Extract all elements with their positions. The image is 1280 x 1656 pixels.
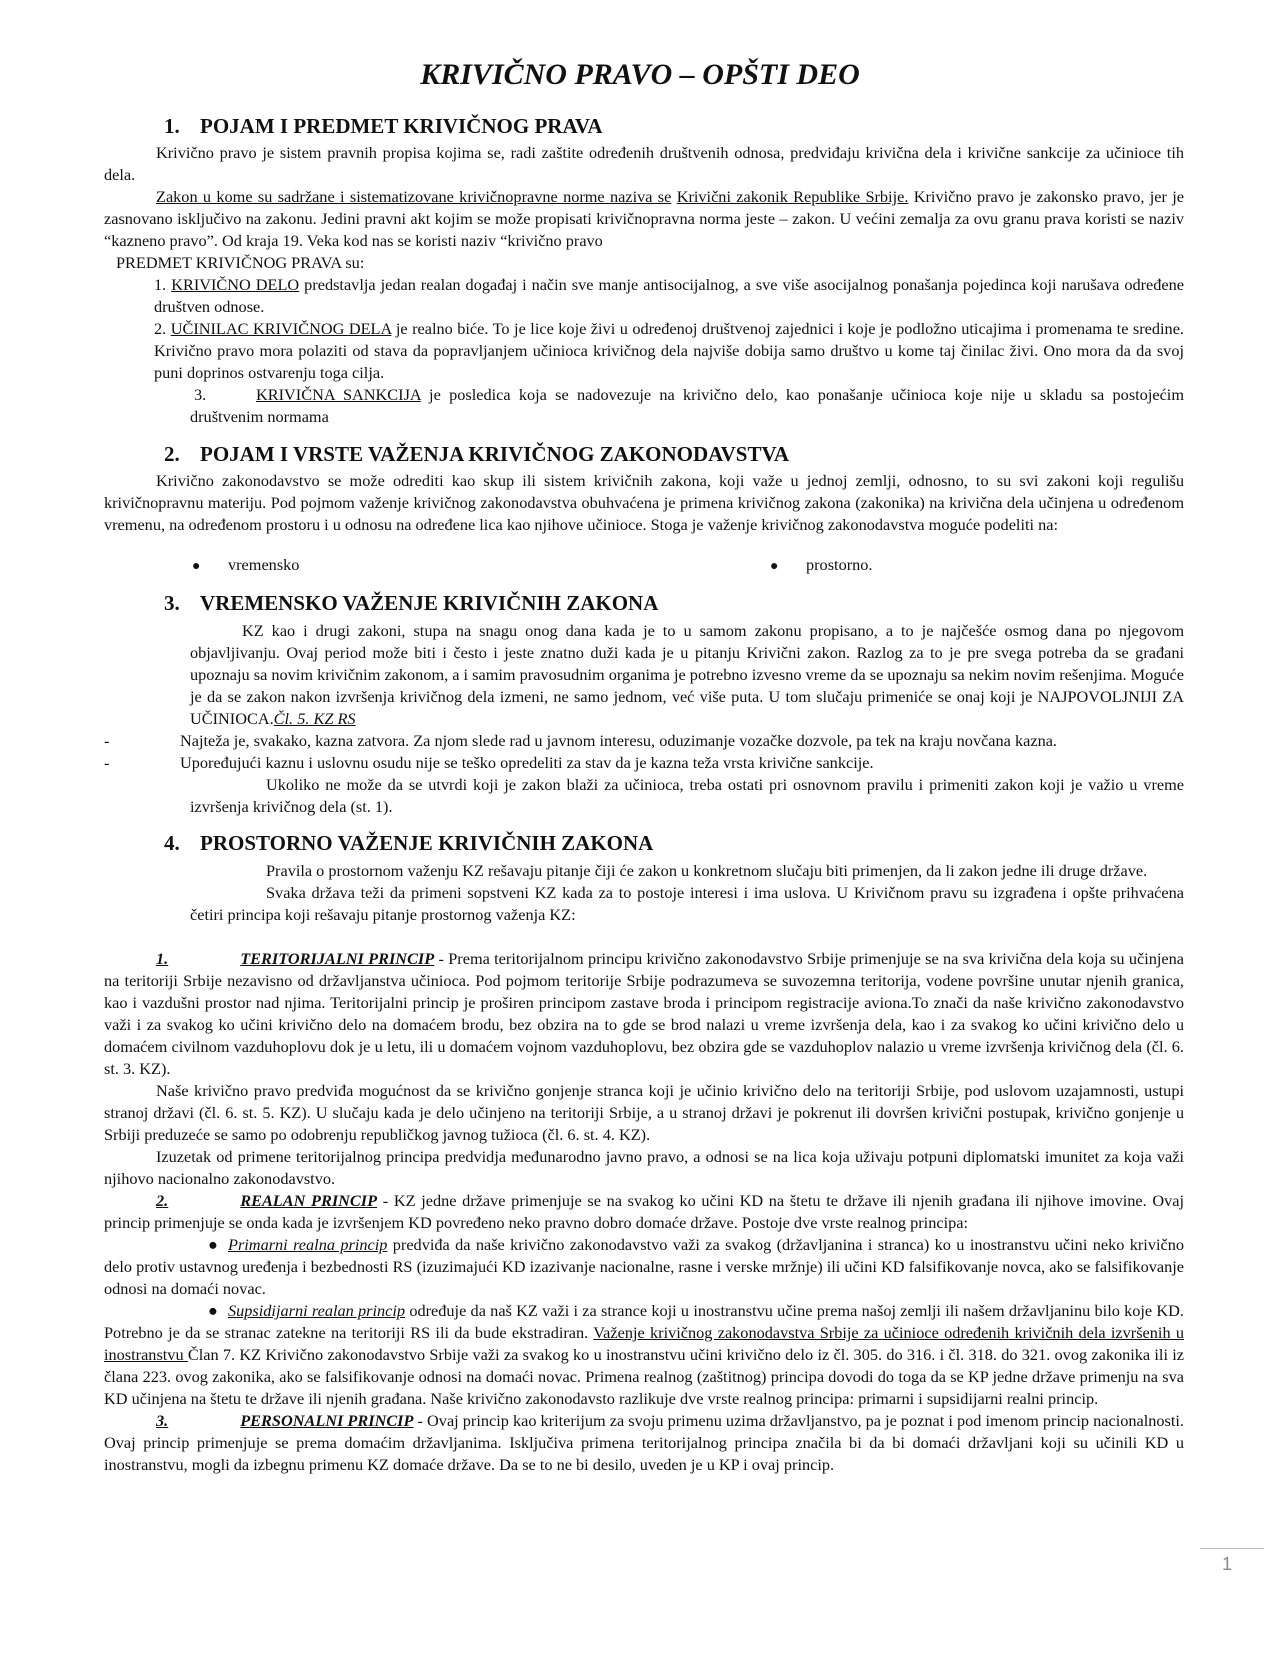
section-4-principles: 1. TERITORIJALNI PRINCIP - Prema teritorijalnom principu krivično zakonodavstvo Srbije primenjuje se na sva krivična dela koja su učinjena na teritoriji Srbije nezavisno od državljanstva učinioca. Pod pojmom teritorije Srbije podrazumeva se suvozemna teritorija, vodene površine unutar njenih granica, kao i vazdušni prostor nad njima. Teritorijalni princip je proširen principom zastave broda i principom registracije aviona.To znači da naše krivično zakonodavstvo važi i za svakog ko učini krivično delo na domaćem brodu, bez obzira na to gde se brod nalazi u vreme izvršenja dela, kao i za svakog ko učini krivično delo u domaćem civilnom vazduhoplovu dok je u letu, ili u domaćem vojnom vazduhoplovu, bez obzira gde se vazduhoplov nalazio u vreme izvršenja krivičnog dela (čl. 6. st. 3. KZ). Naše krivično pravo predviđa mogućnost da se krivično gonjenje stranca koji je učinio krivično delo na teritoriji Srbije, pod uslovom uzajamnosti, ustupi stranoj državi (čl. 6. st. 5. KZ). U slučaju kada je delo učinjeno na teritoriji Srbije, a u stranoj državi je pokrenut ili dovršen krivični postupak, krivično gonjenje u Srbiji preduzeće se samo po odobrenju republičkog javnog tužioca (čl. 6. st. 4. KZ). Izuzetak od primene teritorijalnog principa predvidja međunarodno javno pravo, a odnosi se na lica koja uživaju potpuni diplomatski imunitet za koja važi njihovo nacionalno zakonodavstvo. 2. REALAN PRINCIP - KZ jedne države primenjuje se na svakog ko učini KD na štetu te države ili njenih građana ili njihove imovine. Ovaj princip primenjuje se onda kada je izvršenjem KD povređeno neko pravno dobro domaće države. Postoje dve vrste realnog principa: ● Primarni realna princip predviđa da naše krivično zakonodavstvo važi za svakog (državljanina i stranca) ko u inostranstvu učini neko krivično delo protiv ustavnog uređenja i bezbednosti RS (izuzimajući KD izazivanje nacionalne, rasne i verske mržnje) ili učini KD falsifikovanje novca, ako se falsifikovanje odnosi na domaći novac. ● Supsidijarni realan princip određuje da naš KZ važi i za strance koji u inostranstvu učine prema našoj zemlji ili našem državljaninu bilo koje KD. Potrebno je da se stranac zatekne na teritoriji RS ili da bude ekstradiran. Važenje krivičnog zakonodavstva Srbije za učinioce određenih krivičnih dela izvršenih u inostranstvu Član 7. KZ Krivično zakonodavstvo Srbije važi za svakog ko u inostranstvu učini krivično delo iz čl. 305. do 316. i čl. 318. do 321. ovog zakonika ili iz člana 223. ovog zakonika, ako se falsifikovanje odnosi na domaći novac. Primena realnog (zaštitnog) principa dovodi do toga da se KP jedne države primenju na sva KD učinjena na štetu te države ili njenih građana. Naše krivično zakonodavsto razlikuje dve vrste realnog principa: primarni i supsidijarni realni princip. 3. PERSONALNI PRINCIP - Ovaj princip kao kriterijum za svoju primenu uzima državljanstvo, pa je poznat i pod imenom princip nacionalnosti. Ovaj princip primenjuje se prema domaćim državljanima. Isključiva primena teritorijalnog principa značila bi da bi domaći državljani koji su učinili KD u inostranstvu, mogli da izbegnu primenu KZ domaće države. Da se to ne bi desilo, uveden je u KP i ovaj princip.: [104, 949, 1185, 1474]
personal-principle: 3. PERSONALNI PRINCIP - Ovaj princip kao kriterijum za svoju primenu uzima državljanstvo, pa je poznat i pod imenom princip nacionalnosti. Ovaj princip primenjuje se prema domaćim državljanima. Isključiva primena teritorijalnog principa značila bi da bi domaći državljani koji su učinili KD u inostranstvu, mogli da izbegnu primenu KZ domaće države. Da se to ne bi desilo, uveden je u KP i ovaj princip.: [104, 1411, 1184, 1474]
footer-divider: [1200, 1548, 1264, 1549]
subject-label: PREDMET KRIVIČNOG PRAVA su:: [116, 253, 365, 272]
list-item: 3. KRIVIČNA SANKCIJA je posledica koja se nadovezuje na krivično delo, kao ponašanje učinioca koje nije u skladu sa postojećim društvenim normama: [190, 385, 1184, 426]
section-1-intro: [104, 142, 1184, 252]
section-3-text: KZ kao i drugi zakoni, stupa na snagu onog dana kada je to u samom zakonu propisano, a to je najčešće osmog dana po njegovom objavljivanju. Ovaj period može biti i često i jeste znatno duži kada je u pitanju Krivični zakon. Razlog za to je pre svega potreba da se građani upoznaju sa novim krivičnim zakonom, a i samim pravosudnim organima je potrebno izvesno vreme da se upoznaju sa nekim novim rešenjima. Moguće je da se zakon nakon izvršenja krivičnog dela izmeni, ne samo jednom, već više puta. U tom slučaju primeniće se onaj koji je NAJPOVOLJNIJI ZA UČINIOCA.Čl. 5. KZ RS: [190, 621, 1184, 728]
bullet-item: ● Supsidijarni realan princip određuje da naš KZ važi i za strance koji u inostranstvu učine prema našoj zemlji ili našem državljaninu bilo koje KD. Potrebno je da se stranac zatekne na teritoriji RS ili da bude ekstradiran. Važenje krivičnog zakonodavstva Srbije za učinioce određenih krivičnih dela izvršenih u inostranstvu Član 7. KZ Krivično zakonodavstvo Srbije važi za svakog ko u inostranstvu učini krivično delo iz čl. 305. do 316. i čl. 318. do 321. ovog zakonika ili iz člana 223. ovog zakonika, ako se falsifikovanje odnosi na domaći novac. Primena realnog (zaštitnog) principa dovodi do toga da se KP jedne države primenju na sva KD učinjena na štetu te države ili njenih građana. Naše krivično zakonodavsto razlikuje dve vrste realnog principa: primarni i supsidijarni realni princip.: [104, 1301, 1185, 1408]
section-2-text: Krivično zakonodavstvo se može odrediti kao skup ili sistem krivičnih zakona, koji važe u jednoj zemlji, odnosno, to su svi zakoni koji regulišu krivičnopravnu materiju. Pod pojmom važenje krivičnog zakonodavstva obuhvaćena je primena krivičnog zakona (zakonika) na krivična dela učinjena u određenom vremenu, na određenom prostoru i u odnosu na određene lica kao njihove učinioce. Stoga je važenje krivičnog zakonodavstva moguće podeliti na:: [104, 471, 1184, 534]
section-3-text-2: Ukoliko ne može da se utvrdi koji je zakon blaži za učinioca, treba ostati pri osnovnom pravilu i primeniti zakon koji je važio u vreme izvršenja krivičnog dela (st. 1).: [190, 775, 1184, 816]
article-reference-link[interactable]: Čl. 5. KZ RS: [273, 709, 356, 728]
document-title: KRIVIČNO PRAVO – OPŠTI DEO: [420, 58, 860, 91]
dash-item: - Najteža je, svakako, kazna zatvora. Za njom slede rad u javnom interesu, oduzimanje vozačke dozvole, pa tek na kraju novčana kazna.: [104, 731, 1058, 750]
dash-item: - Upoređujući kaznu i uslovnu osudu nije se teško opredeliti za stav da je kazna teža vrsta krivične sankcije.: [104, 753, 874, 772]
bullet-item: ● Primarni realna princip predviđa da naše krivično zakonodavstvo važi za svakog (državljanina i stranca) ko u inostranstvu učini neko krivično delo protiv ustavnog uređenja i bezbednosti RS (izuzimajući KD izazivanje nacionalne, rasne i verske mržnje) ili učini KD falsifikovanje novca, ako se falsifikovanje odnosi na domaći novac.: [104, 1235, 1184, 1298]
section-2-heading: 2. POJAM I VRSTE VAŽENJA KRIVIČNOG ZAKONODAVSTVA: [164, 442, 790, 466]
page-number: 1: [1222, 1554, 1233, 1574]
section-1-heading: 1. POJAM I PREDMET KRIVIČNOG PRAVA: [164, 114, 603, 138]
bullet-icon: ●: [208, 1301, 218, 1320]
bullet-icon: ●: [770, 559, 779, 574]
list-item: 1. KRIVIČNO DELO predstavlja jedan realan događaj i način sve manje antisocijalnog, a sve više asocijalnog ponašanja pojedinca koji narušava određene društven odnose. 2. UČINILAC KRIVIČNOG DELA je realno biće. To je lice koje živi u određenoj društvenoj zajednici i koje je podložno uticajima i promenama te sredine. Krivično pravo mora polaziti od stava da popravljanjem učinioca krivičnog dela najviše dobija samo društvo u kome taj činilac živi. Ono mora da da svoj puni doprinos ostvarenju toga cilja.: [154, 275, 1184, 382]
paragraph: Zakon u kome su sadržane i sistematizovane krivičnopravne norme naziva se Krivični zakonik Republike Srbije. Krivično pravo je zakonsko pravo, jer je zasnovano isključivo na zakonu. Jedini pravni akt kojim se može propisati krivičnopravna norma jeste – zakon. U većini zemalja za ovu granu prava koristi se naziv “kazneno pravo”. Od kraja 19. Veka kod nas se koristi naziv “krivično pravo: [104, 187, 1184, 250]
section-3-heading: 3. VREMENSKO VAŽENJE KRIVIČNIH ZAKONA: [164, 591, 659, 615]
real-principle: 2. REALAN PRINCIP - KZ jedne države primenjuje se na svakog ko učini KD na štetu te države ili njenih građana ili njihove imovine. Ovaj princip primenjuje se onda kada je izvršenjem KD povređeno neko pravno dobro domaće države. Postoje dve vrste realnog principa:: [104, 1191, 1184, 1232]
bullet-icon: ●: [192, 559, 201, 574]
bullet-item: ● prostorno.: [770, 554, 872, 578]
section-4-intro: Pravila o prostornom važenju KZ rešavaju pitanje čiji će zakon u konkretnom slučaju biti primenjen, da li zakon jedne ili druge države. Svaka država teži da primeni sopstveni KZ kada za to postoje interesi i ima uslova. U Krivičnom pravu su izgrađena i opšte prihvaćena četiri principa koji rešavaju pitanje prostornog važenja KZ:: [190, 861, 1184, 924]
bullet-item: ● vremensko: [192, 554, 299, 578]
bullet-icon: ●: [208, 1235, 218, 1254]
section-4-heading: 4. PROSTORNO VAŽENJE KRIVIČNIH ZAKONA: [164, 831, 654, 855]
territorial-principle: 1. TERITORIJALNI PRINCIP - Prema teritorijalnom principu krivično zakonodavstvo Srbije primenjuje se na sva krivična dela koja su učinjena na teritoriji Srbije nezavisno od državljanstva učinioca. Pod pojmom teritorije Srbije podrazumeva se suvozemna teritorija, vodene površine unutar njenih granica, kao i vazdušni prostor nad njima. Teritorijalni princip je proširen principom zastave broda i principom registracije aviona.To znači da naše krivično zakonodavstvo važi i za svakog ko učini krivično delo na domaćem brodu, bez obzira na to gde se brod nalazi u vreme izvršenja dela, kao i za svakog ko učini krivično delo u domaćem civilnom vazduhoplovu dok je u letu, ili u domaćem vojnom vazduhoplovu, bez obzira gde se vazduhoplov nalazio u vreme izvršenja krivičnog dela (čl. 6. st. 3. KZ).: [104, 949, 1184, 1078]
paragraph: Krivično pravo je sistem pravnih propisa kojima se, radi zaštite određenih društvenih odnosa, predviđaju krivična dela i krivične sankcije za učinioce tih dela.: [104, 143, 1184, 184]
